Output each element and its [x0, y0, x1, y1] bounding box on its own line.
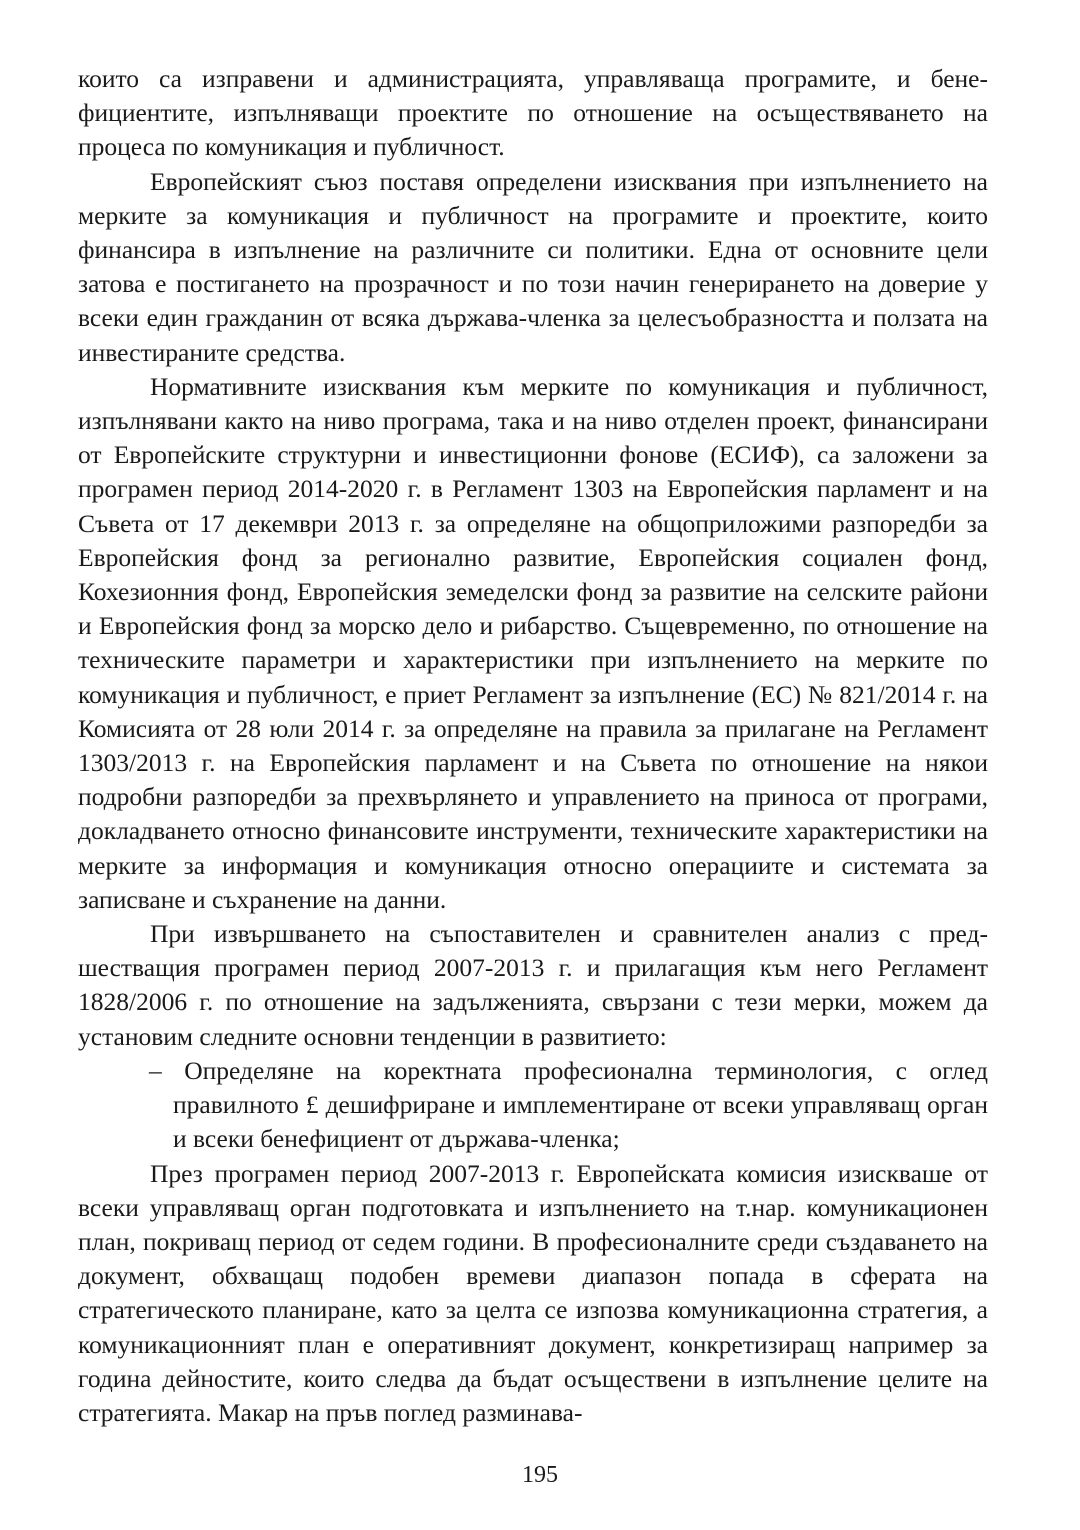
- paragraph-continuation: които са изправени и администрацията, управляваща програмите, и бенефициентите, изпълняващи проектите по отношение на осъществяването на процеса по комуникация и публичност.: [78, 64, 988, 162]
- paragraph-normative-requirements: Нормативните изисквания към мерките по комуникация и публичност, изпълнявани както на ниво програма, така и на ниво отделен проект, финансирани от Европейските структурни и инвестиционни фонове (ЕСИФ), са заложени за програмен период 2014-2020 г. в Регламент 1303 на Европейския парламент и на Съвета от 17 декември 2013 г. за определяне на общоприложими разпоредби за Европейския фонд за регионално развитие, Европейския социален фонд, Кохезионния фонд, Европейския земеделски фонд за развитие на селските райони и Европейския фонд за морско дело и рибарство. Същевременно, по отношение на техническите параметри и характеристики при изпълнението на мерките по комуникация и публичност, е приет Регламент за изпълнение (ЕС) № 821/2014 г. на Комисията от 28 юли 2014 г. за определяне на правила за прилагане на Регламент 1303/2013 г. на Европейския парламент и на Съвета по отношение на някои подробни разпоредби за прехвърлянето и управлението на приноса от програми, докладването относно финансовите инструменти, техническите характеристики на мерките за информация и комуникация относно операциите и системата за записване и съхранение на данни.: [78, 371, 988, 914]
- paragraph-eu-requirements: Европейският съюз поставя определени изисквания при изпълнението на мерките за комуникация и публичност на програмите и проектите, които финансира в изпълнение на различните си политики. Една от основните цели затова е постигането на прозрачност и по този начин генерирането на доверие у всеки един гражданин от всяка държава-членка за целесъобразността и ползата на инвестираните средства.: [78, 166, 988, 367]
- page-number: 195: [522, 1462, 558, 1488]
- bullet-item-terminology: – Определяне на коректната професионална терминология, с оглед правилното £ дешифриране и имплементиране от всеки управляващ орган и всеки бенефициент от държава-членка;: [149, 1055, 988, 1154]
- paragraph-programming-period: През програмен период 2007-2013 г. Европейската комисия изискваше от всеки управляващ орган подготовката и изпълнението на т.нар. комуникационен план, покриващ период от седем години. В професионалните среди създаването на документ, обхващащ подобен времеви диапазон попада в сферата на стратегическото планиране, като за целта се изпозва комуникационна стратегия, а комуникационният план е оперативният документ, конкретизиращ например за година дейностите, които следва да бъдат осъществени в изпълнение целите на стратегията. Макар на пръв поглед разминава-: [78, 1158, 988, 1427]
- body-text: [78, 62, 988, 1430]
- paragraph-comparative-analysis: При извършването на съпоставителен и сравнителен анализ с предшестващия програмен период 2007-2013 г. и прилагащия към него Регламент 1828/2006 г. по отношение на задълженията, свързани с тези мерки, можем да установим следните основни тенденции в развитието:: [78, 919, 988, 1051]
